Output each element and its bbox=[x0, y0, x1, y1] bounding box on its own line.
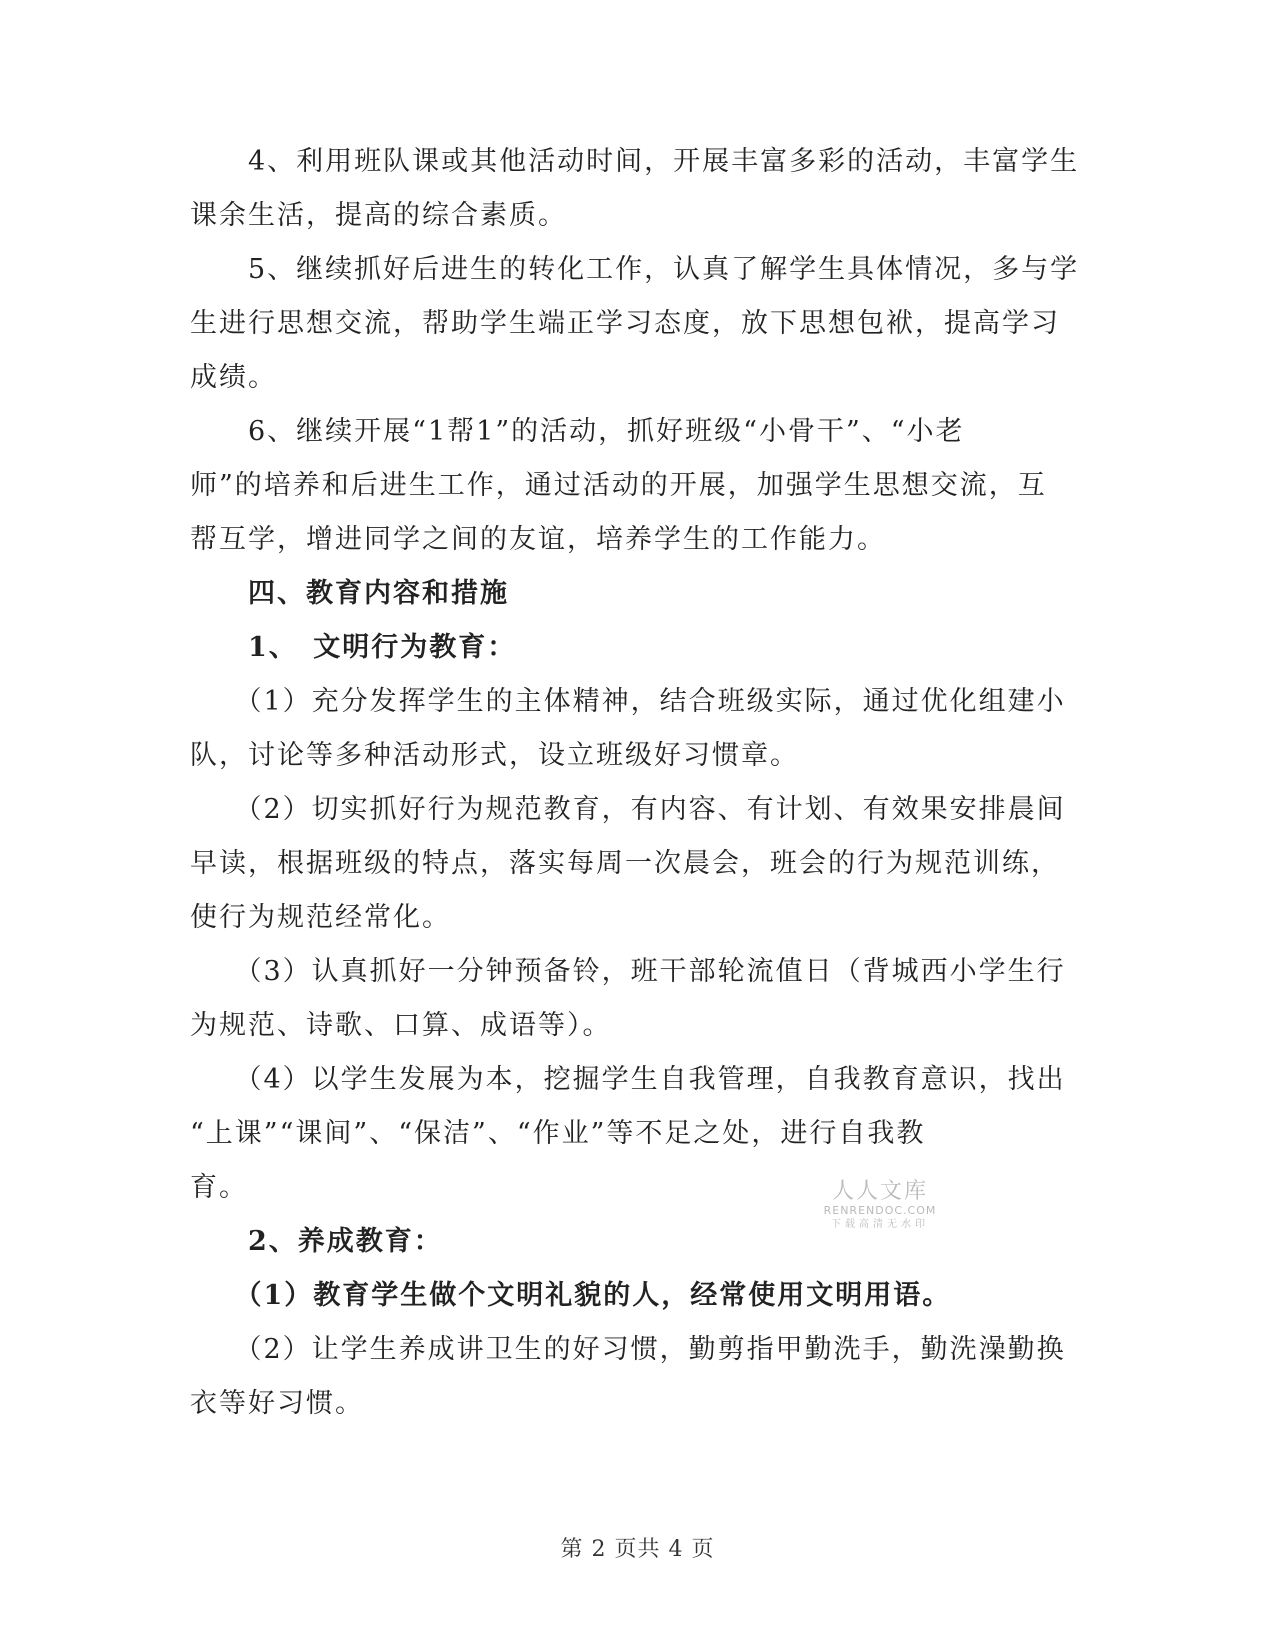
text-line: “上课”“课间”、“保洁”、“作业”等不足之处，进行自我教 bbox=[190, 1118, 926, 1149]
text-line: 课余生活，提高的综合素质。 bbox=[190, 200, 567, 231]
text-line: 为规范、诗歌、口算、成语等）。 bbox=[190, 1010, 612, 1041]
text-line: （2）切实抓好行为规范教育，有内容、有计划、有效果安排晨间 bbox=[190, 794, 1066, 825]
subsection-heading: 1、 文明行为教育： bbox=[190, 632, 517, 663]
text-line: （4）以学生发展为本，挖掘学生自我管理，自我教育意识，找出 bbox=[190, 1064, 1066, 1095]
page-footer: 第 2 页共 4 页 bbox=[560, 1537, 715, 1562]
text-line: 4、利用班队课或其他活动时间，开展丰富多彩的活动，丰富学生 bbox=[190, 146, 1080, 177]
section-heading: 四、教育内容和措施 bbox=[190, 578, 509, 609]
watermark-subtitle: 下载高清无水印 bbox=[831, 1219, 929, 1230]
text-line: （2）让学生养成讲卫生的好习惯，勤剪指甲勤洗手，勤洗澡勤换 bbox=[190, 1334, 1066, 1365]
text-line: 生进行思想交流，帮助学生端正学习态度，放下思想包袱，提高学习 bbox=[190, 308, 1060, 339]
text-line: （3）认真抓好一分钟预备铃，班干部轮流值日（背城西小学生行 bbox=[190, 956, 1066, 987]
text-line: 使行为规范经常化。 bbox=[190, 902, 451, 933]
text-line: 衣等好习惯。 bbox=[190, 1388, 364, 1419]
watermark-logo bbox=[815, 1180, 945, 1231]
text-line: 队，讨论等多种活动形式，设立班级好习惯章。 bbox=[190, 740, 799, 771]
text-line-bold: （1）教育学生做个文明礼貌的人，经常使用文明用语。 bbox=[190, 1280, 952, 1311]
watermark-title: 人人文库 bbox=[831, 1179, 928, 1204]
text-line: 早读，根据班级的特点，落实每周一次晨会，班会的行为规范训练， bbox=[190, 848, 1060, 879]
text-line: 师”的培养和后进生工作，通过活动的开展，加强学生思想交流，互 bbox=[190, 470, 1047, 501]
text-line: 5、继续抓好后进生的转化工作，认真了解学生具体情况，多与学 bbox=[190, 254, 1080, 285]
watermark-domain: RENRENDOC.COM bbox=[823, 1204, 937, 1217]
text-line: 帮互学，增进同学之间的友谊，培养学生的工作能力。 bbox=[190, 524, 886, 555]
text-line: 育。 bbox=[190, 1172, 248, 1203]
subsection-heading: 2、养成教育： bbox=[190, 1226, 443, 1257]
text-line: 成绩。 bbox=[190, 362, 277, 393]
text-line: （1）充分发挥学生的主体精神，结合班级实际，通过优化组建小 bbox=[190, 686, 1066, 717]
text-line: 6、继续开展“1帮1”的活动，抓好班级“小骨干”、“小老 bbox=[190, 416, 965, 447]
